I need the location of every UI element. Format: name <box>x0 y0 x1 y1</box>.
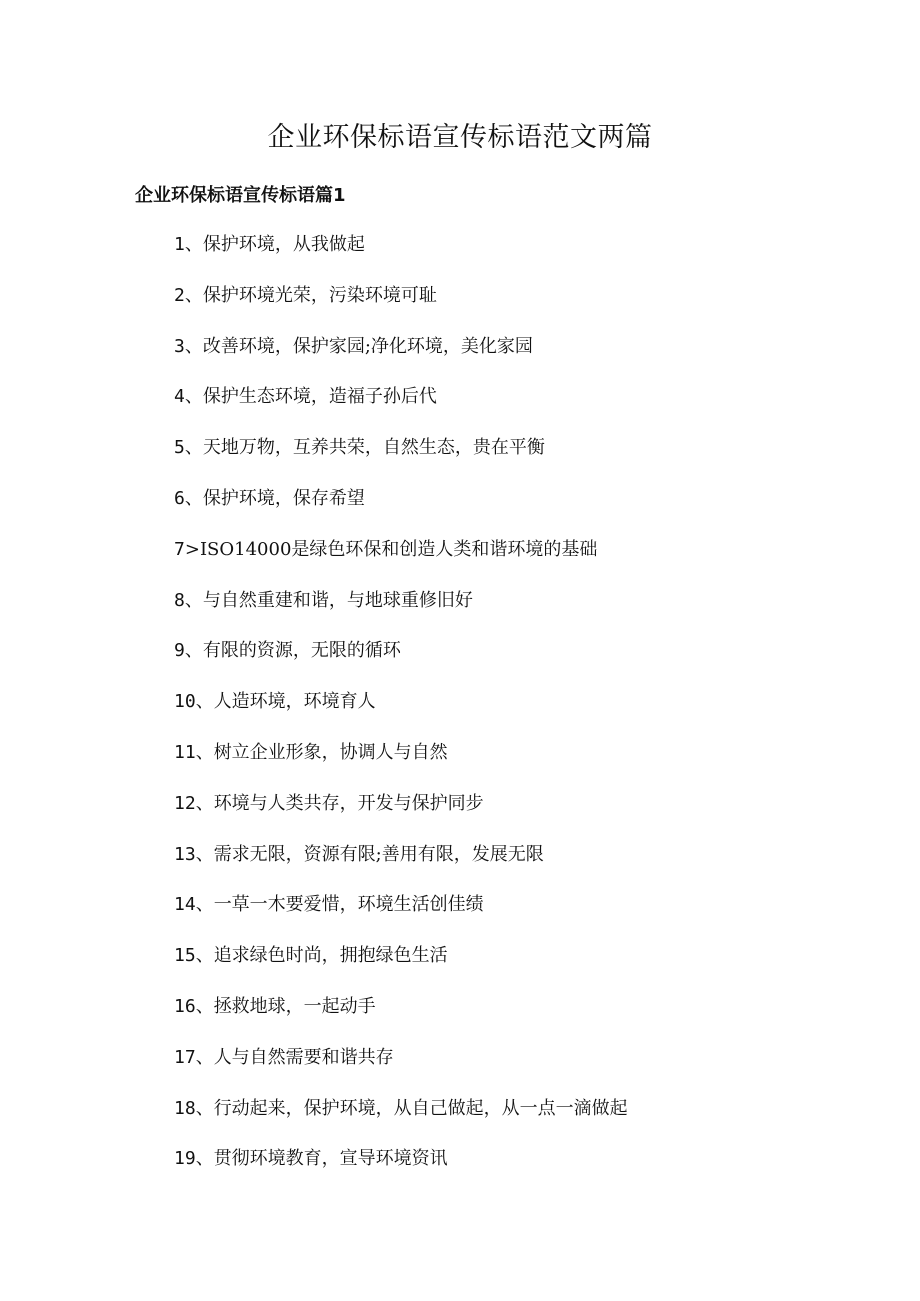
item-number: 11 <box>174 741 196 763</box>
item-text: 人造环境，环境育人 <box>213 691 376 713</box>
item-separator: 、 <box>195 843 214 865</box>
item-text: 拯救地球，一起动手 <box>213 995 376 1017</box>
item-separator: 、 <box>184 487 203 509</box>
list-item <box>174 940 628 991</box>
item-text: 有限的资源，无限的循环 <box>202 640 401 662</box>
item-number: 8 <box>174 589 185 611</box>
item-separator: 、 <box>195 691 214 713</box>
item-separator: 、 <box>184 386 203 408</box>
item-text: 保护生态环境，造福子孙后代 <box>202 386 437 408</box>
item-text: 与自然重建和谐，与地球重修旧好 <box>202 589 473 611</box>
item-text: 天地万物，互养共荣，自然生态，贵在平衡 <box>202 437 545 459</box>
item-separator: 、 <box>184 284 203 306</box>
list-item <box>174 686 628 737</box>
item-text: 一草一木要爱惜，环境生活创佳绩 <box>213 894 484 916</box>
item-number: 12 <box>174 792 196 814</box>
list-item <box>174 737 628 788</box>
list-item <box>174 381 628 432</box>
item-number: 19 <box>174 1148 196 1170</box>
item-number: 5 <box>174 437 185 459</box>
item-separator: 、 <box>195 995 214 1017</box>
item-separator: 、 <box>184 234 203 255</box>
item-number: 16 <box>174 995 196 1017</box>
item-number: 9 <box>174 640 185 662</box>
list-item <box>174 1093 628 1144</box>
item-text: 改善环境，保护家园;净化环境，美化家园 <box>202 335 533 357</box>
slogan-list <box>174 229 628 1194</box>
list-item <box>174 280 628 331</box>
item-number: 15 <box>174 945 196 967</box>
section-heading: 企业环保标语宣传标语篇1 <box>135 185 346 206</box>
item-number: 14 <box>174 894 196 916</box>
item-text: 贯彻环境教育，宣导环境资讯 <box>213 1148 448 1170</box>
list-item <box>174 839 628 890</box>
item-text: 行动起来，保护环境，从自己做起，从一点一滴做起 <box>213 1097 628 1119</box>
item-text: 追求绿色时尚，拥抱绿色生活 <box>213 945 448 967</box>
item-text: 需求无限，资源有限;善用有限，发展无限 <box>213 843 544 865</box>
list-item <box>174 483 628 534</box>
list-item <box>174 229 628 280</box>
item-separator: 、 <box>195 1148 214 1170</box>
item-separator: 、 <box>195 741 214 763</box>
item-separator: 、 <box>195 1097 214 1119</box>
item-separator: > <box>184 538 200 560</box>
item-number: 17 <box>174 1046 196 1068</box>
list-item <box>174 991 628 1042</box>
list-item <box>174 1042 628 1093</box>
item-separator: 、 <box>195 1046 214 1068</box>
list-item <box>174 1143 628 1194</box>
list-item <box>174 534 628 585</box>
list-item <box>174 585 628 636</box>
list-item <box>174 889 628 940</box>
item-text: 保护环境，从我做起 <box>202 234 365 255</box>
list-item <box>174 635 628 686</box>
item-text: 保护环境，保存希望 <box>202 487 365 509</box>
item-number: 10 <box>174 691 196 713</box>
item-separator: 、 <box>184 589 203 611</box>
item-number: 1 <box>174 234 185 255</box>
item-text: 树立企业形象，协调人与自然 <box>213 741 448 763</box>
item-text: 人与自然需要和谐共存 <box>213 1046 394 1068</box>
document-title: 企业环保标语宣传标语范文两篇 <box>267 122 653 153</box>
item-number: 2 <box>174 284 185 306</box>
item-text: 保护环境光荣，污染环境可耻 <box>202 284 437 306</box>
list-item <box>174 331 628 382</box>
list-item <box>174 788 628 839</box>
item-separator: 、 <box>184 640 203 662</box>
item-separator: 、 <box>184 437 203 459</box>
item-separator: 、 <box>195 894 214 916</box>
item-text: ISO14000是绿色环保和创造人类和谐环境的基础 <box>199 538 598 560</box>
list-item <box>174 432 628 483</box>
item-number: 7 <box>174 538 185 560</box>
item-separator: 、 <box>195 945 214 967</box>
item-separator: 、 <box>184 335 203 357</box>
item-number: 4 <box>174 386 185 408</box>
item-number: 18 <box>174 1097 196 1119</box>
item-number: 3 <box>174 335 185 357</box>
item-text: 环境与人类共存，开发与保护同步 <box>213 792 484 814</box>
item-separator: 、 <box>195 792 214 814</box>
item-number: 13 <box>174 843 196 865</box>
item-number: 6 <box>174 487 185 509</box>
